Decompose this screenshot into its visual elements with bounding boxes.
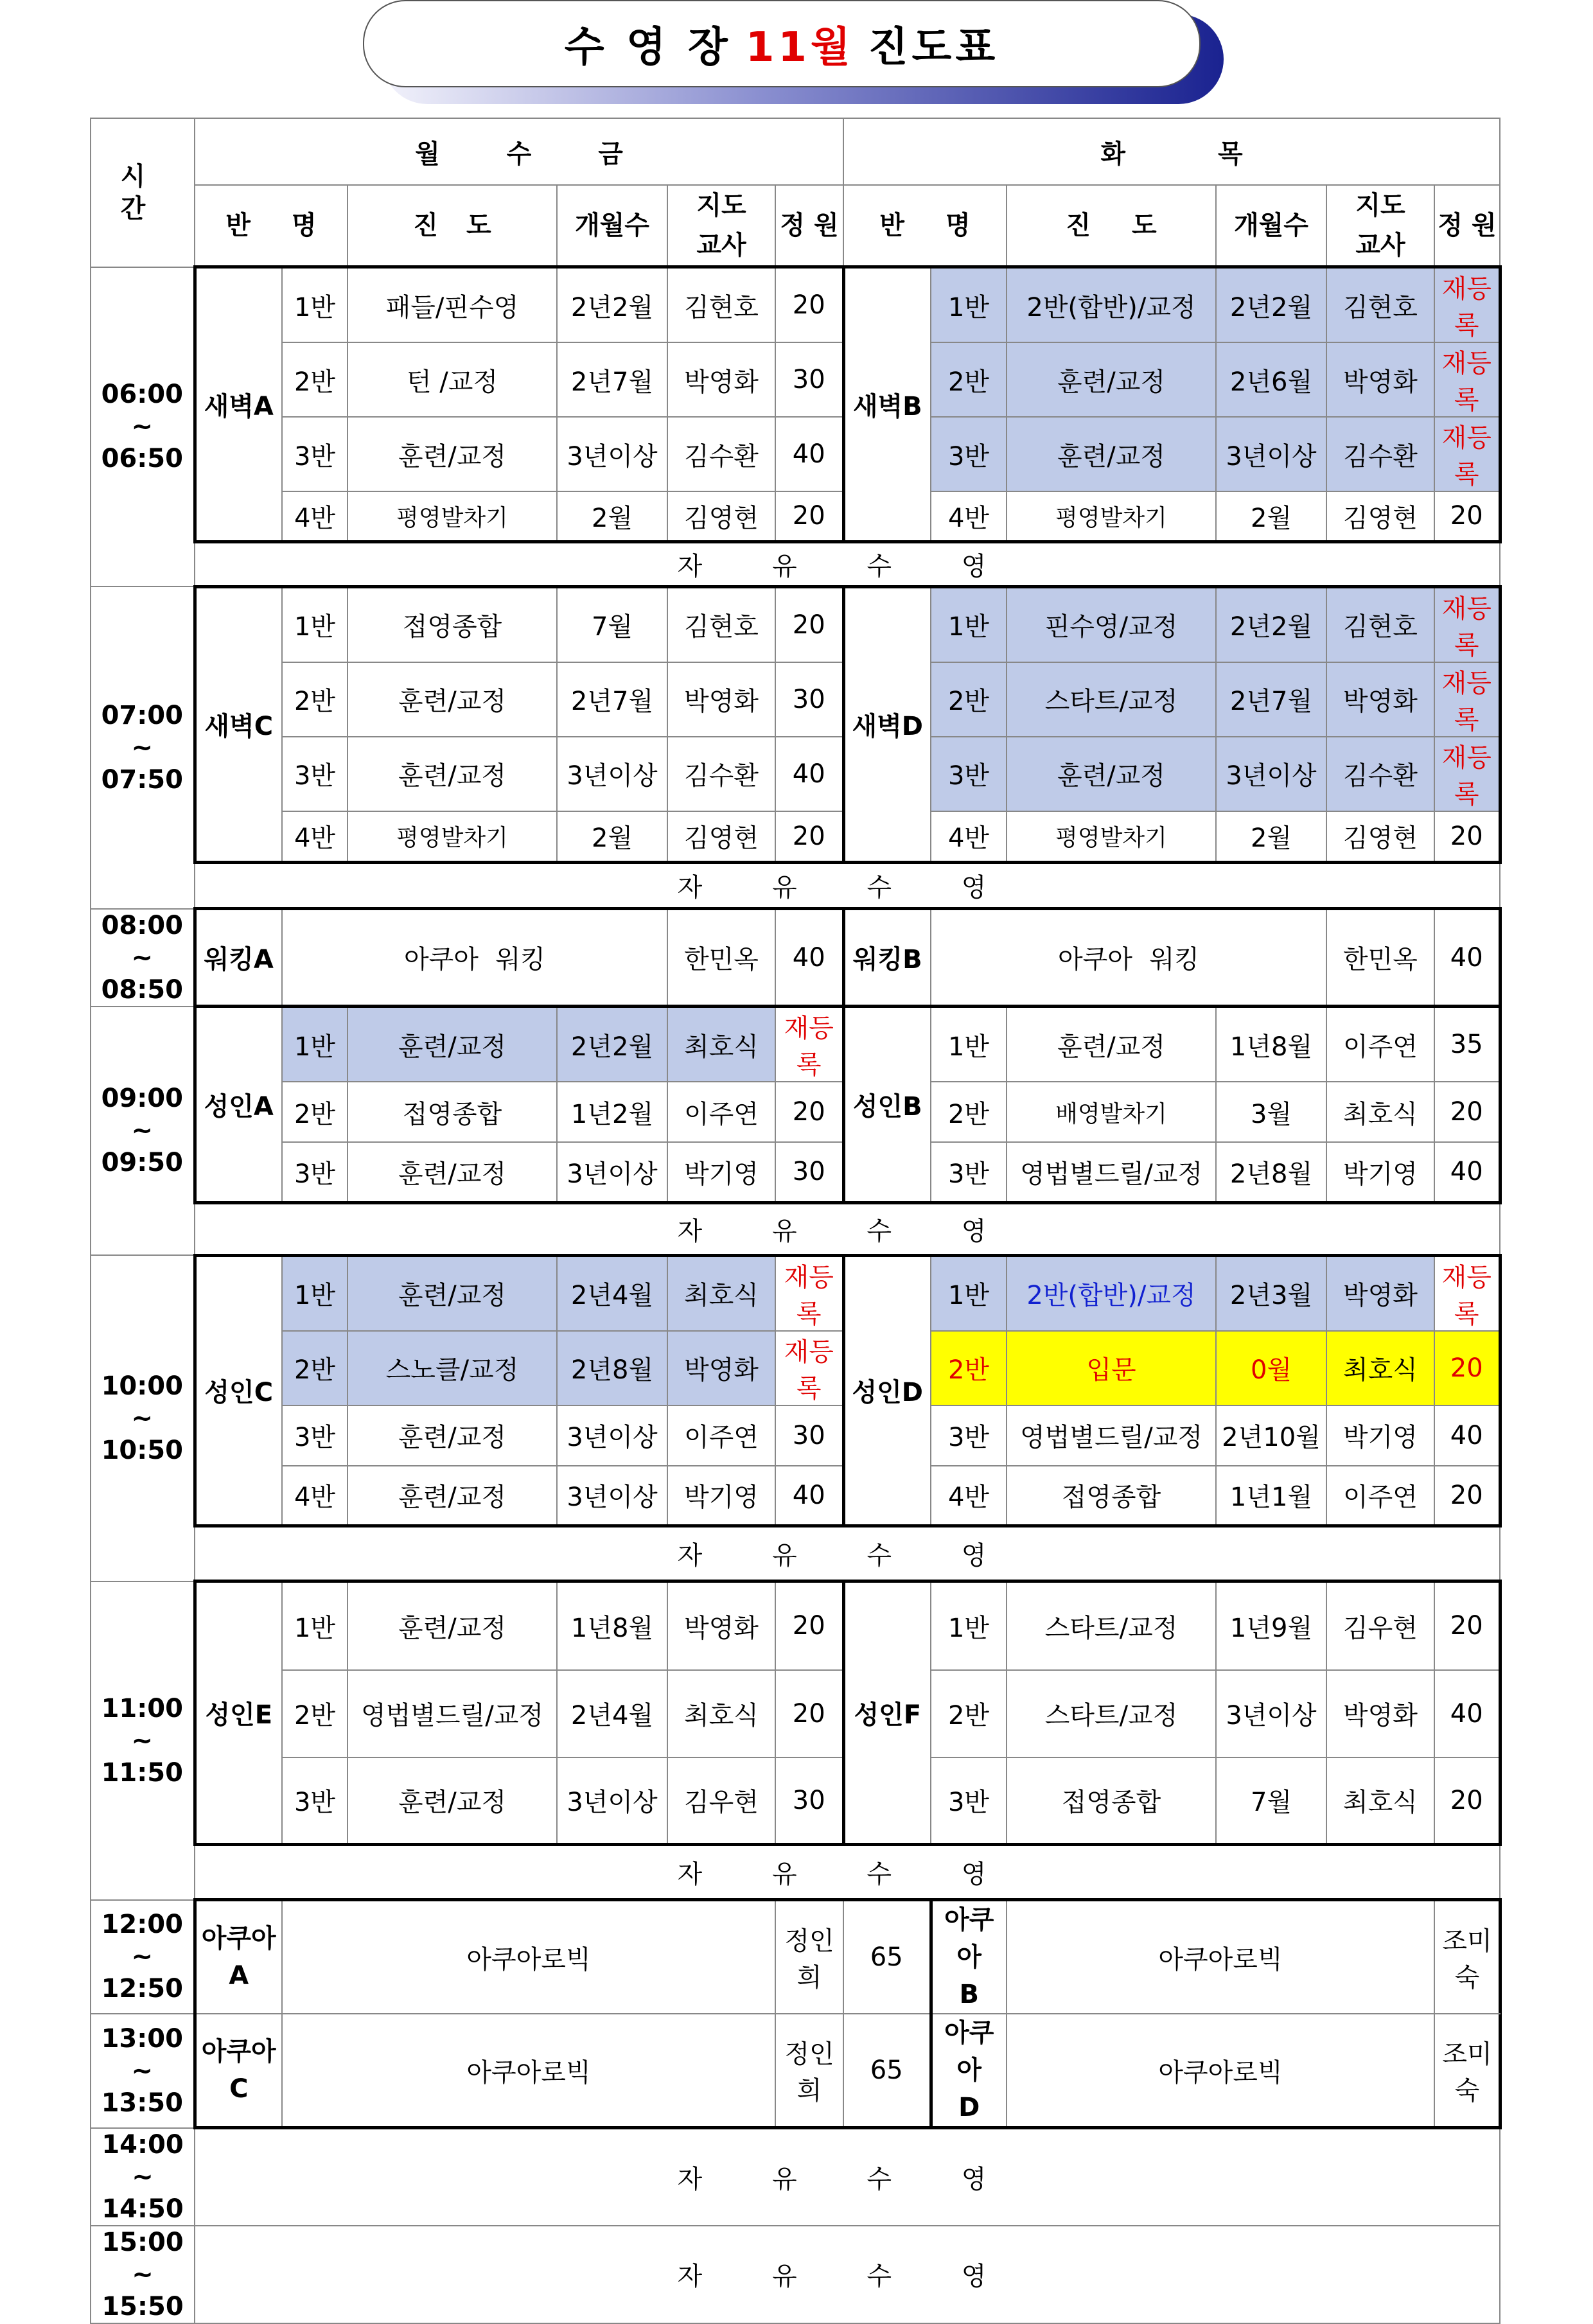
progress-cell: 훈련/교정: [1007, 737, 1216, 811]
class-cell: 3반: [931, 417, 1007, 491]
teacher-cell: 박영화: [1326, 1255, 1434, 1331]
months-cell: 2년3월: [1216, 1255, 1326, 1331]
months-cell: 2년2월: [1216, 267, 1326, 343]
capacity-cell: 35: [1434, 1007, 1500, 1082]
group-name: 성인D: [843, 1255, 931, 1526]
free-swim-row: 자 유 수 영: [195, 2226, 1500, 2323]
months-cell: 3년이상: [1216, 1670, 1326, 1757]
capacity-cell: 20: [775, 491, 843, 541]
capacity-cell: 20: [1434, 1082, 1500, 1142]
months-cell: 2월: [1216, 491, 1326, 541]
group-name: 워킹B: [843, 909, 931, 1007]
group-name: 새벽C: [195, 586, 282, 863]
group-name: 성인E: [195, 1581, 282, 1845]
teacher-cell: 김수환: [667, 737, 775, 811]
teacher-cell: 최호식: [667, 1007, 775, 1082]
teacher-cell: 한민옥: [667, 909, 775, 1007]
teacher-cell: 박영화: [1326, 662, 1434, 737]
class-cell: 1반: [931, 1581, 1007, 1670]
schedule-table: [90, 118, 1502, 2324]
class-cell: 2반: [282, 342, 348, 417]
class-cell: 1반: [931, 267, 1007, 343]
teacher-cell: 이주연: [667, 1082, 775, 1142]
group-name: 워킹A: [195, 909, 282, 1007]
teacher-cell: 김우현: [667, 1757, 775, 1845]
teacher-cell: 한민옥: [1326, 909, 1434, 1007]
months-cell: 3년이상: [1216, 417, 1326, 491]
progress-cell: 훈련/교정: [348, 1007, 557, 1082]
capacity-cell: 30: [775, 1405, 843, 1466]
time-slot: 10:00 ~ 10:50: [91, 1255, 195, 1581]
capacity-cell: 20: [775, 811, 843, 863]
class-cell: 1반: [931, 1007, 1007, 1082]
re-registration-badge: 재등록: [1434, 267, 1500, 343]
teacher-cell: 박영화: [1326, 342, 1434, 417]
months-cell: 7월: [557, 586, 667, 662]
teacher-cell: 김현호: [1326, 586, 1434, 662]
teacher-cell: 정인희: [775, 1900, 843, 2014]
progress-cell: 아쿠아로빅: [1007, 2014, 1434, 2128]
teacher-cell: 정인희: [775, 2014, 843, 2128]
time-slot: 11:00 ~ 11:50: [91, 1581, 195, 1900]
time-slot: 06:00 ~ 06:50: [91, 267, 195, 587]
progress-cell: 아쿠아로빅: [282, 1900, 775, 2014]
class-cell: 3반: [931, 1142, 1007, 1202]
class-cell: 1반: [282, 1255, 348, 1331]
free-swim-row: 자 유 수 영: [195, 1845, 1500, 1900]
months-cell: 2년2월: [1216, 586, 1326, 662]
group-name: 성인B: [843, 1007, 931, 1203]
progress-cell: 훈련/교정: [348, 1142, 557, 1202]
progress-cell: 영법별드릴/교정: [1007, 1142, 1216, 1202]
capacity-cell: 30: [775, 342, 843, 417]
progress-cell: 핀수영/교정: [1007, 586, 1216, 662]
teacher-cell: 김현호: [667, 586, 775, 662]
class-cell: 1반: [282, 267, 348, 343]
class-cell: 4반: [931, 811, 1007, 863]
capacity-cell: 20: [1434, 1466, 1500, 1526]
class-cell: 2반: [931, 1082, 1007, 1142]
capacity-cell: 65: [843, 1900, 931, 2014]
months-cell: 2월: [557, 811, 667, 863]
months-cell: 2년2월: [557, 267, 667, 343]
teacher-cell: 최호식: [1326, 1757, 1434, 1845]
group-name: 아쿠아 B: [931, 1900, 1007, 2014]
free-swim-row: 자 유 수 영: [195, 541, 1500, 586]
class-cell: 3반: [282, 1757, 348, 1845]
progress-cell: 스노클/교정: [348, 1331, 557, 1405]
group-name: 아쿠아 C: [195, 2014, 282, 2128]
progress-cell: 턴 /교정: [348, 342, 557, 417]
teacher-cell: 박영화: [667, 662, 775, 737]
re-registration-badge: 재등록: [775, 1007, 843, 1082]
teacher-cell: 이주연: [667, 1405, 775, 1466]
teacher-cell: 김영현: [1326, 811, 1434, 863]
teacher-cell: 김영현: [1326, 491, 1434, 541]
progress-cell: 접영종합: [348, 586, 557, 662]
teacher-cell: 박영화: [667, 342, 775, 417]
progress-cell: 평영발차기: [348, 811, 557, 863]
capacity-cell: 30: [775, 1757, 843, 1845]
class-cell: 1반: [931, 1255, 1007, 1331]
page-title: [363, 0, 1201, 87]
class-cell: 2반: [282, 1082, 348, 1142]
group-name: 새벽A: [195, 267, 282, 542]
group-name: 새벽D: [843, 586, 931, 863]
teacher-cell: 박영화: [1326, 1670, 1434, 1757]
class-cell: 2반: [931, 662, 1007, 737]
months-cell: 3년이상: [557, 417, 667, 491]
progress-cell: 아쿠아 워킹: [931, 909, 1326, 1007]
months-cell: 7월: [1216, 1757, 1326, 1845]
months-cell: 1년2월: [557, 1082, 667, 1142]
header-mwf: 월 수 금: [195, 118, 843, 185]
group-name: 성인A: [195, 1007, 282, 1203]
months-cell: 3월: [1216, 1082, 1326, 1142]
months-cell: 2년10월: [1216, 1405, 1326, 1466]
time-slot: 12:00 ~ 12:50: [91, 1900, 195, 2014]
header-months-left: 개월수: [557, 185, 667, 267]
title-part2: 진도표: [868, 24, 999, 71]
free-swim-row: 자 유 수 영: [195, 1526, 1500, 1581]
months-cell: 2년7월: [1216, 662, 1326, 737]
re-registration-badge: 재등록: [1434, 662, 1500, 737]
capacity-cell: 40: [775, 909, 843, 1007]
progress-cell: 훈련/교정: [348, 1581, 557, 1670]
months-cell: 2년6월: [1216, 342, 1326, 417]
re-registration-badge: 재등록: [1434, 586, 1500, 662]
progress-cell: 훈련/교정: [348, 737, 557, 811]
class-cell: 3반: [282, 1142, 348, 1202]
months-cell: 1년1월: [1216, 1466, 1326, 1526]
months-cell: 1년9월: [1216, 1581, 1326, 1670]
months-cell: 2년4월: [557, 1255, 667, 1331]
free-swim-row: 자 유 수 영: [195, 2128, 1500, 2226]
class-cell: 3반: [931, 1405, 1007, 1466]
teacher-cell: 박기영: [1326, 1142, 1434, 1202]
progress-cell: 평영발차기: [348, 491, 557, 541]
header-teacher-left: 지도 교사: [667, 185, 775, 267]
re-registration-badge: 재등록: [775, 1255, 843, 1331]
teacher-cell: 박영화: [667, 1331, 775, 1405]
months-cell: 3년이상: [1216, 737, 1326, 811]
capacity-cell: 40: [1434, 1405, 1500, 1466]
title-banner: [363, 0, 1224, 108]
class-cell: 4반: [931, 491, 1007, 541]
progress-cell: 2반(합반)/교정: [1007, 267, 1216, 343]
class-cell: 2반: [931, 342, 1007, 417]
progress-cell: 스타트/교정: [1007, 1581, 1216, 1670]
progress-cell: 평영발차기: [1007, 491, 1216, 541]
capacity-cell: 20: [1434, 491, 1500, 541]
class-cell: 4반: [931, 1466, 1007, 1526]
teacher-cell: 이주연: [1326, 1007, 1434, 1082]
months-cell: 3년이상: [557, 1466, 667, 1526]
re-registration-badge: 재등록: [1434, 342, 1500, 417]
months-cell: 2년8월: [1216, 1142, 1326, 1202]
months-cell: 3년이상: [557, 737, 667, 811]
teacher-cell: 김수환: [1326, 417, 1434, 491]
teacher-cell: 김현호: [667, 267, 775, 343]
time-slot: 13:00 ~ 13:50: [91, 2014, 195, 2128]
header-months-right: 개월수: [1216, 185, 1326, 267]
time-slot: 08:00 ~ 08:50: [91, 909, 195, 1007]
teacher-cell: 김우현: [1326, 1581, 1434, 1670]
class-cell: 2반: [931, 1670, 1007, 1757]
capacity-cell: 40: [1434, 1142, 1500, 1202]
progress-cell: 훈련/교정: [1007, 342, 1216, 417]
capacity-cell: 20: [1434, 1757, 1500, 1845]
progress-cell: 입문: [1007, 1331, 1216, 1405]
free-swim-row: 자 유 수 영: [195, 1202, 1500, 1255]
progress-cell: 스타트/교정: [1007, 1670, 1216, 1757]
progress-cell: 아쿠아 워킹: [282, 909, 667, 1007]
capacity-cell: 65: [843, 2014, 931, 2128]
progress-cell: 훈련/교정: [348, 1757, 557, 1845]
class-cell: 4반: [282, 811, 348, 863]
progress-cell: 2반(합반)/교정: [1007, 1255, 1216, 1331]
free-swim-row: 자 유 수 영: [195, 863, 1500, 909]
class-cell: 4반: [282, 491, 348, 541]
class-cell: 2반: [282, 1670, 348, 1757]
progress-cell: 접영종합: [1007, 1757, 1216, 1845]
header-progress-right: 진 도: [1007, 185, 1216, 267]
capacity-cell: 20: [1434, 1581, 1500, 1670]
class-cell: 3반: [931, 737, 1007, 811]
months-cell: 2년2월: [557, 1007, 667, 1082]
progress-cell: 훈련/교정: [348, 417, 557, 491]
header-time: 시 간: [91, 118, 195, 267]
class-cell: 3반: [282, 417, 348, 491]
teacher-cell: 박기영: [667, 1142, 775, 1202]
capacity-cell: 40: [775, 417, 843, 491]
time-slot: 09:00 ~ 09:50: [91, 1007, 195, 1256]
months-cell: 3년이상: [557, 1405, 667, 1466]
progress-cell: 배영발차기: [1007, 1082, 1216, 1142]
teacher-cell: 박기영: [1326, 1405, 1434, 1466]
progress-cell: 평영발차기: [1007, 811, 1216, 863]
months-cell: 2년8월: [557, 1331, 667, 1405]
capacity-cell: 20: [1434, 1331, 1500, 1405]
class-cell: 3반: [931, 1757, 1007, 1845]
progress-cell: 훈련/교정: [348, 1255, 557, 1331]
header-class-left: 반 명: [195, 185, 348, 267]
class-cell: 1반: [282, 586, 348, 662]
header-teacher-right: 지도 교사: [1326, 185, 1434, 267]
header-capacity-right: 정 원: [1434, 185, 1500, 267]
group-name: 성인F: [843, 1581, 931, 1845]
teacher-cell: 김현호: [1326, 267, 1434, 343]
re-registration-badge: 재등록: [1434, 1255, 1500, 1331]
progress-cell: 패들/핀수영: [348, 267, 557, 343]
title-month: 11월: [745, 24, 854, 71]
months-cell: 3년이상: [557, 1757, 667, 1845]
progress-cell: 훈련/교정: [1007, 1007, 1216, 1082]
capacity-cell: 30: [775, 1142, 843, 1202]
class-cell: 4반: [282, 1466, 348, 1526]
progress-cell: 훈련/교정: [1007, 417, 1216, 491]
teacher-cell: 박영화: [667, 1581, 775, 1670]
progress-cell: 아쿠아로빅: [1007, 1900, 1434, 2014]
months-cell: 3년이상: [557, 1142, 667, 1202]
capacity-cell: 20: [775, 1581, 843, 1670]
months-cell: 1년8월: [557, 1581, 667, 1670]
months-cell: 2년7월: [557, 342, 667, 417]
teacher-cell: 최호식: [1326, 1082, 1434, 1142]
time-slot: 15:00 ~ 15:50: [91, 2226, 195, 2323]
title-part1: 수 영 장: [564, 24, 732, 71]
progress-cell: 스타트/교정: [1007, 662, 1216, 737]
capacity-cell: 40: [1434, 909, 1500, 1007]
class-cell: 2반: [282, 662, 348, 737]
header-class-right: 반 명: [843, 185, 1007, 267]
months-cell: 2년7월: [557, 662, 667, 737]
capacity-cell: 20: [775, 1082, 843, 1142]
re-registration-badge: 재등록: [1434, 417, 1500, 491]
header-progress-left: 진 도: [348, 185, 557, 267]
header-capacity-left: 정 원: [775, 185, 843, 267]
class-cell: 2반: [282, 1331, 348, 1405]
capacity-cell: 40: [775, 1466, 843, 1526]
re-registration-badge: 재등록: [1434, 737, 1500, 811]
class-cell: 1반: [282, 1581, 348, 1670]
group-name: 새벽B: [843, 267, 931, 542]
teacher-cell: 최호식: [667, 1670, 775, 1757]
months-cell: 2월: [1216, 811, 1326, 863]
class-cell: 1반: [931, 586, 1007, 662]
capacity-cell: 20: [1434, 811, 1500, 863]
months-cell: 2년4월: [557, 1670, 667, 1757]
teacher-cell: 최호식: [1326, 1331, 1434, 1405]
capacity-cell: 20: [775, 586, 843, 662]
progress-cell: 훈련/교정: [348, 1466, 557, 1526]
capacity-cell: 40: [1434, 1670, 1500, 1757]
teacher-cell: 이주연: [1326, 1466, 1434, 1526]
teacher-cell: 조미숙: [1434, 1900, 1500, 2014]
progress-cell: 훈련/교정: [348, 1405, 557, 1466]
teacher-cell: 김수환: [667, 417, 775, 491]
months-cell: 1년8월: [1216, 1007, 1326, 1082]
group-name: 성인C: [195, 1255, 282, 1526]
progress-cell: 영법별드릴/교정: [1007, 1405, 1216, 1466]
time-slot: 14:00 ~ 14:50: [91, 2128, 195, 2226]
teacher-cell: 박기영: [667, 1466, 775, 1526]
capacity-cell: 20: [775, 267, 843, 343]
progress-cell: 훈련/교정: [348, 662, 557, 737]
progress-cell: 접영종합: [1007, 1466, 1216, 1526]
teacher-cell: 최호식: [667, 1255, 775, 1331]
progress-cell: 접영종합: [348, 1082, 557, 1142]
teacher-cell: 김수환: [1326, 737, 1434, 811]
class-cell: 1반: [282, 1007, 348, 1082]
teacher-cell: 김영현: [667, 811, 775, 863]
re-registration-badge: 재등록: [775, 1331, 843, 1405]
months-cell: 2월: [557, 491, 667, 541]
class-cell: 2반: [931, 1331, 1007, 1405]
class-cell: 3반: [282, 737, 348, 811]
capacity-cell: 40: [775, 737, 843, 811]
capacity-cell: 30: [775, 662, 843, 737]
teacher-cell: 김영현: [667, 491, 775, 541]
header-tt: 화 목: [843, 118, 1500, 185]
group-name: 아쿠아 D: [931, 2014, 1007, 2128]
group-name: 아쿠아 A: [195, 1900, 282, 2014]
class-cell: 3반: [282, 1405, 348, 1466]
months-cell: 0월: [1216, 1331, 1326, 1405]
capacity-cell: 20: [775, 1670, 843, 1757]
teacher-cell: 조미숙: [1434, 2014, 1500, 2128]
progress-cell: 아쿠아로빅: [282, 2014, 775, 2128]
time-slot: 07:00 ~ 07:50: [91, 586, 195, 909]
progress-cell: 영법별드릴/교정: [348, 1670, 557, 1757]
